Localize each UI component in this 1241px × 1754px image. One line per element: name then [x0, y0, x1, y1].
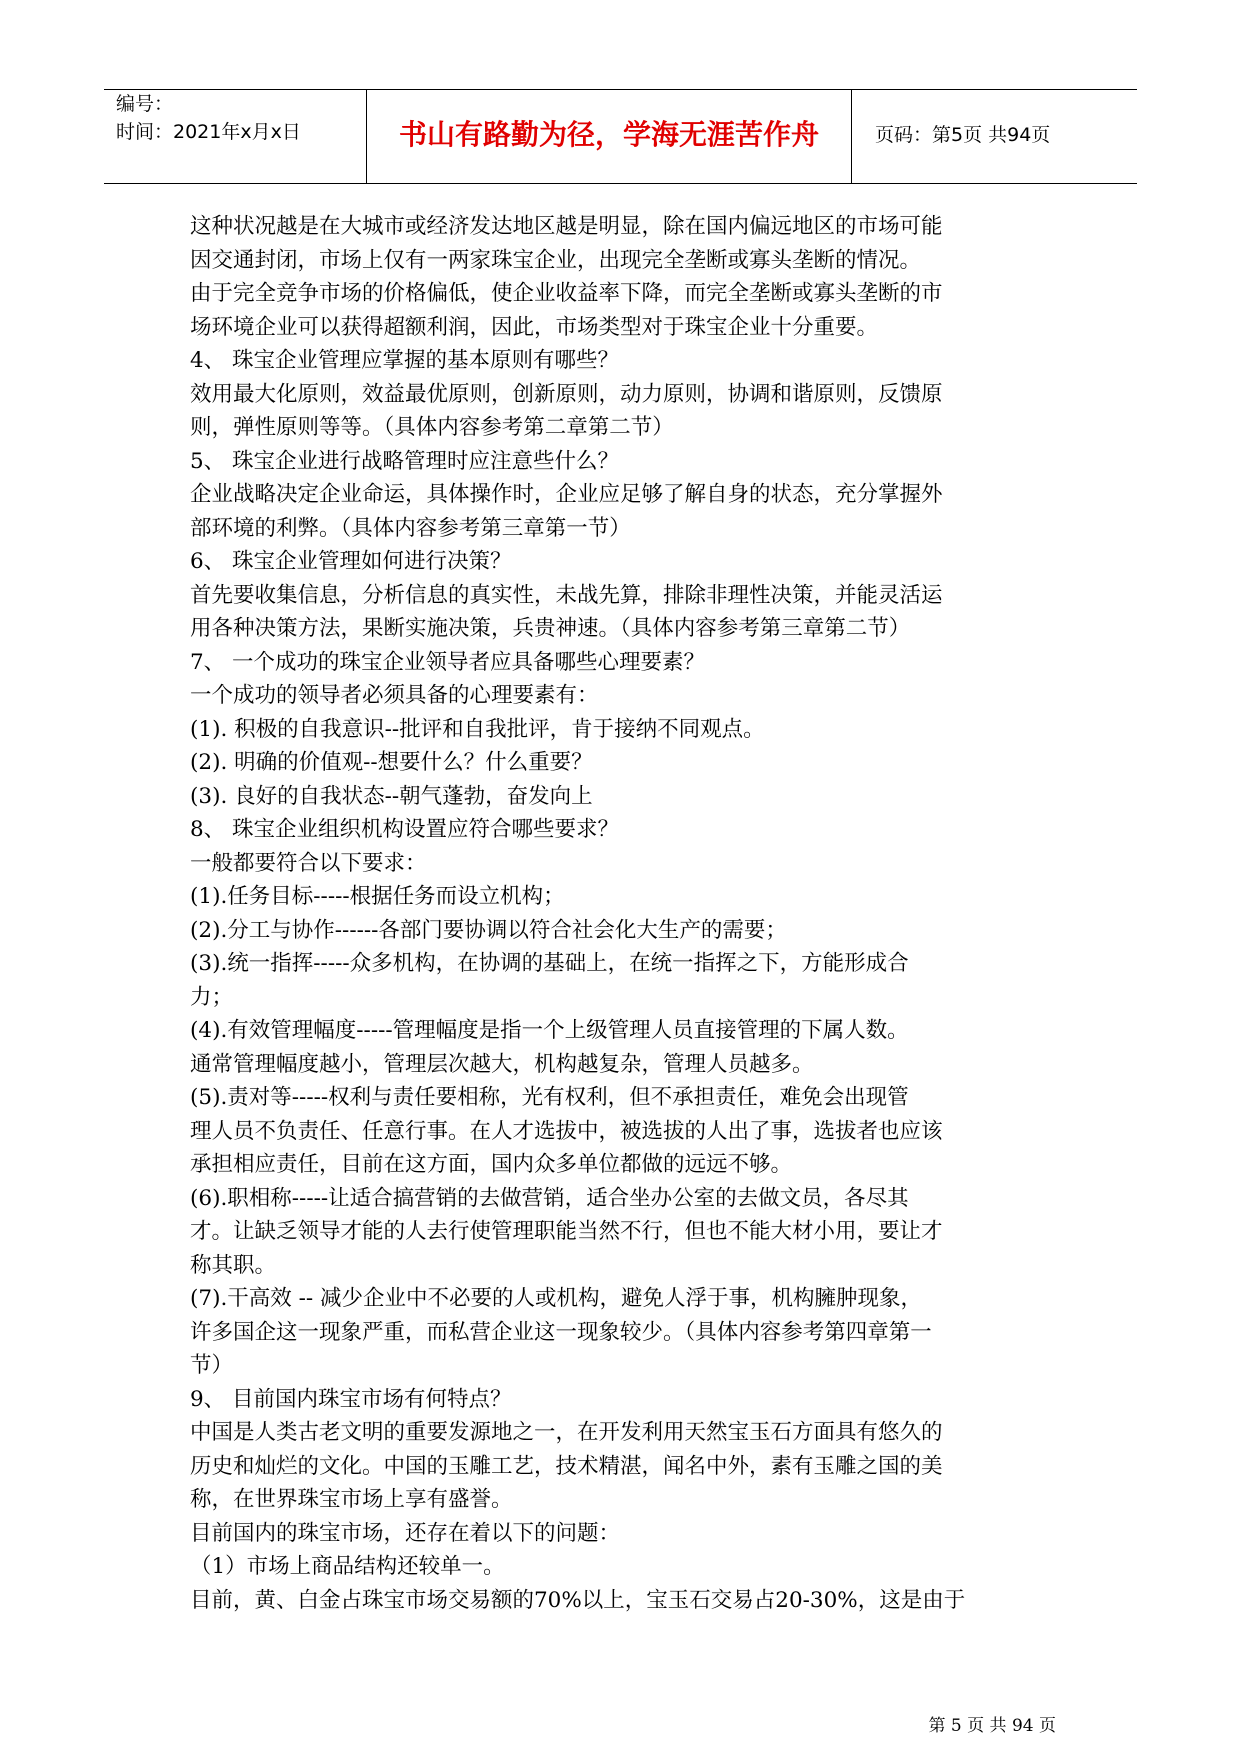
header-motto-cell — [366, 90, 852, 183]
body-line: (7).干高效 -- 减少企业中不必要的人或机构，避免人浮于事，机构臃肿现象， — [190, 1286, 922, 1311]
body-line: (1).任务目标-----根据任务而设立机构； — [190, 884, 565, 909]
body-line: (3). 良好的自我状态--朝气蓬勃，奋发向上 — [190, 783, 593, 809]
body-line: 中国是人类古老文明的重要发源地之一，在开发利用天然宝玉石方面具有悠久的 — [190, 1420, 943, 1445]
body-line: 节） — [190, 1353, 234, 1378]
page-header — [104, 89, 1137, 184]
body-line: 称其职。 — [190, 1252, 277, 1278]
body-line: 许多国企这一现象严重，而私营企业这一现象较少。（具体内容参考第四章第一 — [190, 1319, 932, 1345]
document-number-label: 编号： — [116, 93, 174, 115]
body-line: 承担相应责任，目前在这方面，国内众多单位都做的远远不够。 — [190, 1152, 793, 1177]
body-line: 目前，黄、白金占珠宝市场交易额的70%以上，宝玉石交易占20-30%，这是由于 — [190, 1587, 966, 1613]
body-line: 效用最大化原则，效益最优原则，创新原则，动力原则，协调和谐原则，反馈原 — [190, 381, 943, 407]
body-line: 场环境企业可以获得超额利润，因此，市场类型对于珠宝企业十分重要。 — [190, 314, 879, 340]
body-line: 一个成功的领导者必须具备的心理要素有： — [190, 683, 599, 708]
page-footer: 第 5 页 共 94 页 — [928, 1716, 1056, 1736]
header-motto: 书山有路勤为径，学海无涯苦作舟 — [398, 118, 819, 151]
body-line: 这种状况越是在大城市或经济发达地区越是明显，除在国内偏远地区的市场可能 — [190, 214, 943, 239]
body-line: 8、 珠宝企业组织机构设置应符合哪些要求？ — [190, 817, 620, 842]
header-meta-cell — [104, 90, 366, 183]
body-line: (5).责对等-----权利与责任要相称，光有权利，但不承担责任，难免会出现管 — [190, 1085, 909, 1110]
body-line: 7、 一个成功的珠宝企业领导者应具备哪些心理要素？ — [190, 649, 706, 675]
body-line: 力； — [190, 984, 234, 1010]
body-line: 用各种决策方法，果断实施决策，兵贵神速。（具体内容参考第三章第二节） — [190, 616, 911, 641]
body-line: (2).分工与协作------各部门要协调以符合社会化大生产的需要； — [190, 917, 787, 943]
body-line: 由于完全竞争市场的价格偏低，使企业收益率下降，而完全垄断或寡头垄断的市 — [190, 281, 943, 306]
body-line: (1). 积极的自我意识--批评和自我批评，肯于接纳不同观点。 — [190, 716, 765, 742]
body-line: 企业战略决定企业命运，具体操作时，企业应足够了解自身的状态，充分掌握外 — [190, 482, 943, 507]
body-line: 理人员不负责任、任意行事。在人才选拔中，被选拔的人出了事，选拔者也应该 — [190, 1118, 943, 1144]
body-line: 称，在世界珠宝市场上享有盛誉。 — [190, 1487, 513, 1512]
body-line: 目前国内的珠宝市场，还存在着以下的问题： — [190, 1520, 621, 1546]
body-line: (3).统一指挥-----众多机构，在协调的基础上，在统一指挥之下，方能形成合 — [190, 951, 909, 976]
header-page-code: 页码：第5页 共94页 — [875, 124, 1051, 146]
body-line: 5、 珠宝企业进行战略管理时应注意些什么？ — [190, 448, 620, 474]
document-time: 时间：2021年x月x日 — [116, 121, 301, 143]
body-line: 首先要收集信息，分析信息的真实性，未战先算，排除非理性决策，并能灵活运 — [190, 582, 943, 608]
body-line: 则，弹性原则等等。（具体内容参考第二章第二节） — [190, 415, 674, 440]
header-page-cell — [851, 90, 1137, 183]
body-line: 6、 珠宝企业管理如何进行决策？ — [190, 549, 512, 574]
body-line: (4).有效管理幅度-----管理幅度是指一个上级管理人员直接管理的下属人数。 — [190, 1018, 909, 1043]
document-body — [190, 210, 1058, 1617]
body-line: 部环境的利弊。（具体内容参考第三章第一节） — [190, 515, 631, 541]
body-line: 才。让缺乏领导才能的人去行使管理职能当然不行，但也不能大材小用，要让才 — [190, 1219, 943, 1244]
body-line: 9、 目前国内珠宝市场有何特点？ — [190, 1386, 512, 1412]
body-line: 历史和灿烂的文化。中国的玉雕工艺，技术精湛，闻名中外，素有玉雕之国的美 — [190, 1453, 943, 1479]
body-line: （1）市场上商品结构还较单一。 — [190, 1554, 505, 1579]
body-line: 4、 珠宝企业管理应掌握的基本原则有哪些？ — [190, 348, 620, 373]
body-line: 通常管理幅度越小，管理层次越大，机构越复杂，管理人员越多。 — [190, 1051, 814, 1077]
body-line: 一般都要符合以下要求： — [190, 850, 427, 876]
body-line: 因交通封闭，市场上仅有一两家珠宝企业，出现完全垄断或寡头垄断的情况。 — [190, 247, 922, 273]
body-line: (2). 明确的价值观--想要什么？什么重要？ — [190, 750, 593, 775]
body-line: (6).职相称-----让适合搞营销的去做营销，适合坐办公室的去做文员，各尽其 — [190, 1185, 909, 1211]
